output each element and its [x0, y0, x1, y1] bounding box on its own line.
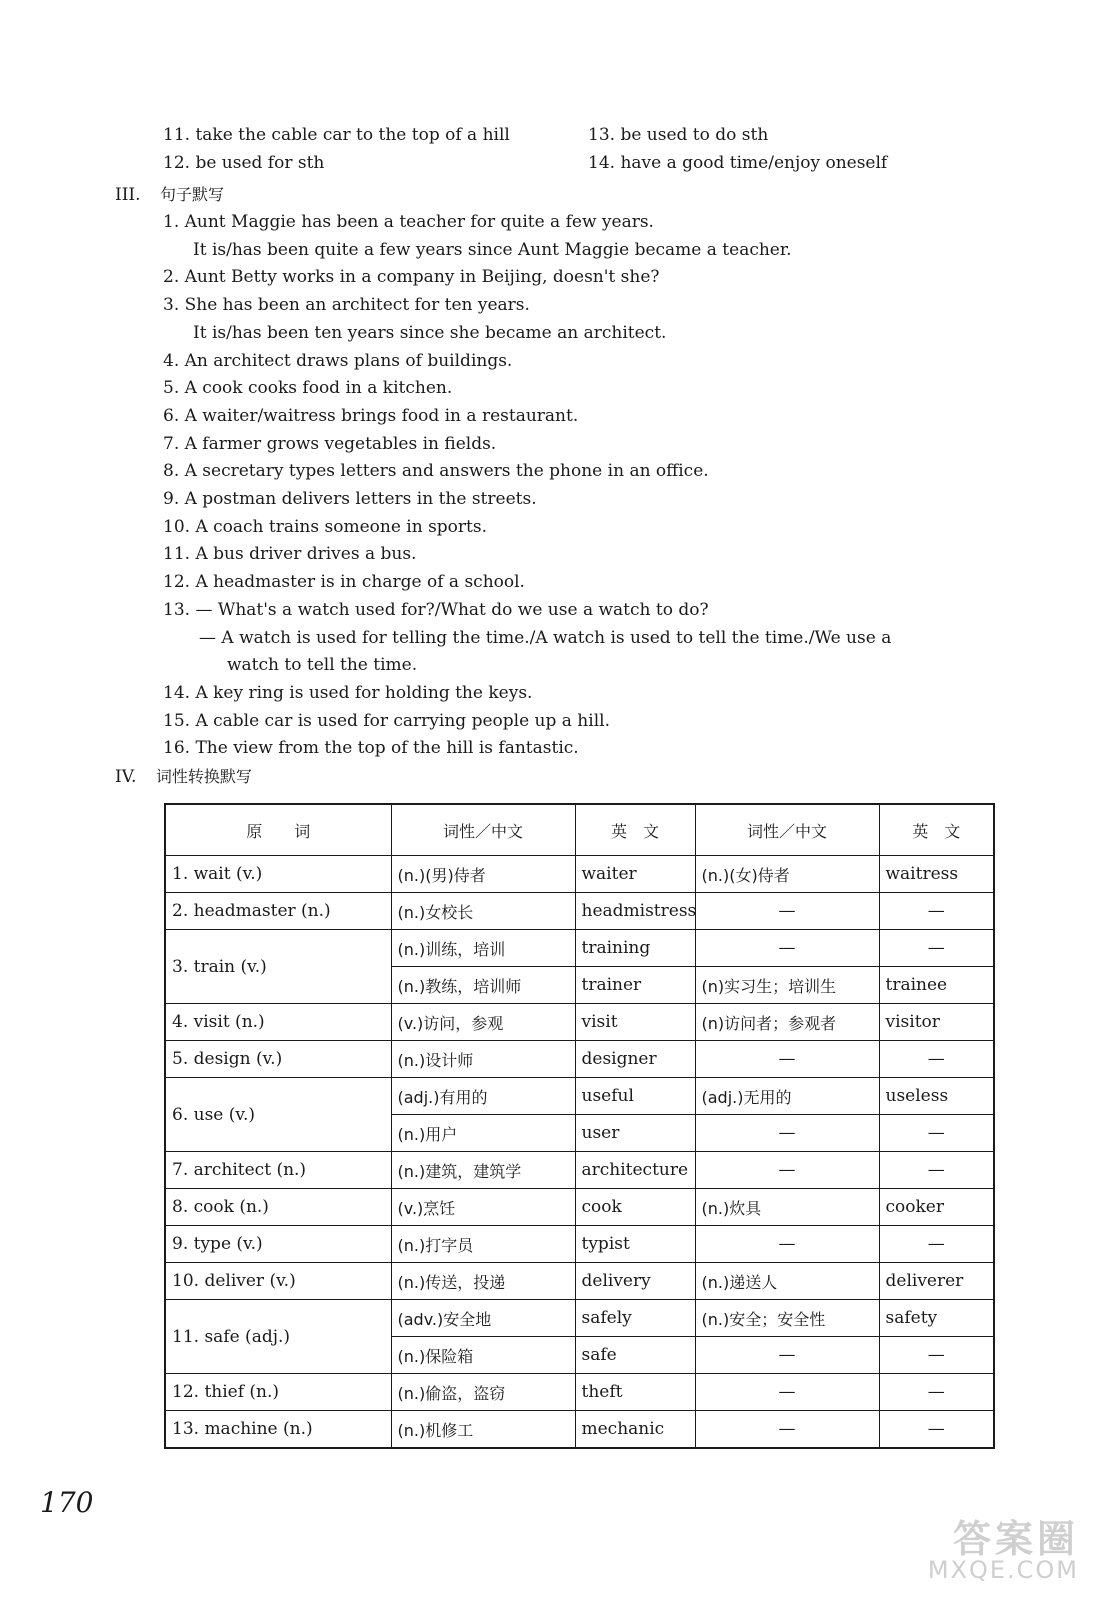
original-word-cell: 3. train (v.) — [165, 930, 391, 1004]
section-title: 句子默写 — [159, 185, 224, 204]
pos-chinese-cell: (n)访问者；参观者 — [695, 1004, 879, 1041]
english-cell: visitor — [879, 1004, 994, 1041]
english-cell: visit — [575, 1004, 695, 1041]
pos-chinese-cell: (n.)(男)侍者 — [391, 856, 575, 893]
english-cell: — — [879, 1041, 994, 1078]
pos-chinese-cell: — — [695, 1374, 879, 1411]
table-row — [165, 1263, 994, 1300]
pos-chinese-cell: — — [695, 893, 879, 930]
english-cell: typist — [575, 1226, 695, 1263]
sentence-line: 7. A farmer grows vegetables in fields. — [163, 434, 497, 454]
english-cell: cooker — [879, 1189, 994, 1226]
page-number: 170 — [40, 1486, 94, 1519]
pos-chinese-cell: (n.)偷盗，盗窃 — [391, 1374, 575, 1411]
table-row — [165, 893, 994, 930]
pos-chinese-cell: (n.)传送，投递 — [391, 1263, 575, 1300]
sentence-line: — A watch is used for telling the time./A watch is used to tell the time./We use a — [199, 628, 892, 648]
sentence-line: It is/has been quite a few years since Aunt Maggie became a teacher. — [193, 240, 792, 260]
english-cell: useful — [575, 1078, 695, 1115]
english-cell: training — [575, 930, 695, 967]
pos-chinese-cell: (adv.)安全地 — [391, 1300, 575, 1337]
pos-chinese-cell: (n.)用户 — [391, 1115, 575, 1152]
section-label: IV. — [115, 767, 137, 787]
pos-chinese-cell: (n.)教练，培训师 — [391, 967, 575, 1004]
english-cell: theft — [575, 1374, 695, 1411]
section-title: 词性转换默写 — [155, 767, 252, 786]
english-cell: cook — [575, 1189, 695, 1226]
sentence-line: 8. A secretary types letters and answers the phone in an office. — [163, 461, 709, 481]
watermark-logo: 答案圈 — [952, 1517, 1079, 1561]
english-cell: useless — [879, 1078, 994, 1115]
pos-chinese-cell: (n.)训练，培训 — [391, 930, 575, 967]
original-word-cell: 1. wait (v.) — [165, 856, 391, 893]
pos-chinese-cell: (n.)(女)侍者 — [695, 856, 879, 893]
pos-chinese-cell: (n.)打字员 — [391, 1226, 575, 1263]
table-row — [165, 930, 994, 967]
pos-chinese-cell: (n.)安全；安全性 — [695, 1300, 879, 1337]
english-cell: waiter — [575, 856, 695, 893]
english-cell: — — [879, 1337, 994, 1374]
english-cell: — — [879, 1374, 994, 1411]
phrase-item: 14. have a good time/enjoy oneself — [588, 153, 888, 173]
english-cell: headmistress — [575, 893, 695, 930]
original-word-cell: 10. deliver (v.) — [165, 1263, 391, 1300]
pos-chinese-cell: — — [695, 1411, 879, 1449]
table-row — [165, 1041, 994, 1078]
pos-chinese-cell: — — [695, 1226, 879, 1263]
pos-chinese-cell: — — [695, 1337, 879, 1374]
original-word-cell: 11. safe (adj.) — [165, 1300, 391, 1374]
sentence-line: It is/has been ten years since she became an architect. — [193, 323, 667, 343]
english-cell: — — [879, 930, 994, 967]
original-word-cell: 5. design (v.) — [165, 1041, 391, 1078]
sentence-line: 13. — What's a watch used for?/What do we use a watch to do? — [163, 600, 709, 620]
header-cell: 英 文 — [879, 804, 994, 856]
english-cell: — — [879, 1115, 994, 1152]
english-cell: — — [879, 893, 994, 930]
pos-chinese-cell: (n.)女校长 — [391, 893, 575, 930]
pos-chinese-cell: (v.)烹饪 — [391, 1189, 575, 1226]
pos-chinese-cell: — — [695, 1041, 879, 1078]
english-cell: designer — [575, 1041, 695, 1078]
table-header-row — [165, 804, 994, 856]
sentence-line: 11. A bus driver drives a bus. — [163, 544, 417, 564]
sentence-line: 15. A cable car is used for carrying people up a hill. — [163, 711, 610, 731]
table-row — [165, 1078, 994, 1115]
header-cell: 原 词 — [165, 804, 391, 856]
table-row — [165, 1226, 994, 1263]
phrase-item: 12. be used for sth — [163, 153, 325, 173]
english-cell: architecture — [575, 1152, 695, 1189]
pos-chinese-cell: (n.)炊具 — [695, 1189, 879, 1226]
phrase-item: 11. take the cable car to the top of a hill — [163, 125, 510, 145]
sentence-line: 3. She has been an architect for ten years. — [163, 295, 530, 315]
watermark — [901, 1508, 1079, 1588]
sentence-line: 6. A waiter/waitress brings food in a restaurant. — [163, 406, 579, 426]
pos-chinese-cell: (adj.)有用的 — [391, 1078, 575, 1115]
header-cell: 词性／中文 — [695, 804, 879, 856]
table-row — [165, 856, 994, 893]
english-cell: — — [879, 1411, 994, 1449]
pos-chinese-cell: (n.)递送人 — [695, 1263, 879, 1300]
english-cell: safe — [575, 1337, 695, 1374]
english-cell: — — [879, 1226, 994, 1263]
sentence-line: watch to tell the time. — [227, 655, 418, 675]
table-row — [165, 1374, 994, 1411]
section-label: III. — [115, 185, 141, 205]
header-cell: 英 文 — [575, 804, 695, 856]
pos-chinese-cell: (n.)机修工 — [391, 1411, 575, 1449]
original-word-cell: 9. type (v.) — [165, 1226, 391, 1263]
original-word-cell: 4. visit (n.) — [165, 1004, 391, 1041]
original-word-cell: 8. cook (n.) — [165, 1189, 391, 1226]
original-word-cell: 7. architect (n.) — [165, 1152, 391, 1189]
english-cell: safety — [879, 1300, 994, 1337]
table-row — [165, 1152, 994, 1189]
english-cell: delivery — [575, 1263, 695, 1300]
sentence-line: 1. Aunt Maggie has been a teacher for quite a few years. — [163, 212, 654, 232]
pos-chinese-cell: — — [695, 930, 879, 967]
sentence-line: 10. A coach trains someone in sports. — [163, 517, 487, 537]
english-cell: trainer — [575, 967, 695, 1004]
pos-chinese-cell: (n.)保险箱 — [391, 1337, 575, 1374]
header-cell: 词性／中文 — [391, 804, 575, 856]
english-cell: safely — [575, 1300, 695, 1337]
section-heading — [115, 766, 252, 788]
sentence-line: 2. Aunt Betty works in a company in Beijing, doesn't she? — [163, 267, 660, 287]
english-cell: mechanic — [575, 1411, 695, 1449]
original-word-cell: 13. machine (n.) — [165, 1411, 391, 1449]
table-row — [165, 1004, 994, 1041]
original-word-cell: 2. headmaster (n.) — [165, 893, 391, 930]
english-cell: user — [575, 1115, 695, 1152]
pos-chinese-cell: (n.)建筑，建筑学 — [391, 1152, 575, 1189]
original-word-cell: 12. thief (n.) — [165, 1374, 391, 1411]
english-cell: deliverer — [879, 1263, 994, 1300]
pos-chinese-cell: — — [695, 1152, 879, 1189]
pos-chinese-cell: (adj.)无用的 — [695, 1078, 879, 1115]
english-cell: — — [879, 1152, 994, 1189]
pos-chinese-cell: — — [695, 1115, 879, 1152]
english-cell: trainee — [879, 967, 994, 1004]
pos-chinese-cell: (n.)设计师 — [391, 1041, 575, 1078]
pos-chinese-cell: (v.)访问，参观 — [391, 1004, 575, 1041]
watermark-url: MXQE.COM — [927, 1556, 1079, 1584]
original-word-cell: 6. use (v.) — [165, 1078, 391, 1152]
sentence-line: 14. A key ring is used for holding the keys. — [163, 683, 533, 703]
table-row — [165, 1411, 994, 1449]
sentence-line: 5. A cook cooks food in a kitchen. — [163, 378, 453, 398]
table-row — [165, 1189, 994, 1226]
sentence-line: 16. The view from the top of the hill is fantastic. — [163, 738, 579, 758]
sentence-line: 9. A postman delivers letters in the streets. — [163, 489, 537, 509]
table-row — [165, 1300, 994, 1337]
english-cell: waitress — [879, 856, 994, 893]
pos-chinese-cell: (n)实习生；培训生 — [695, 967, 879, 1004]
section-heading — [115, 184, 224, 206]
phrase-item: 13. be used to do sth — [588, 125, 769, 145]
sentence-line: 12. A headmaster is in charge of a school. — [163, 572, 525, 592]
word-form-table — [164, 803, 995, 1449]
sentence-line: 4. An architect draws plans of buildings. — [163, 351, 513, 371]
